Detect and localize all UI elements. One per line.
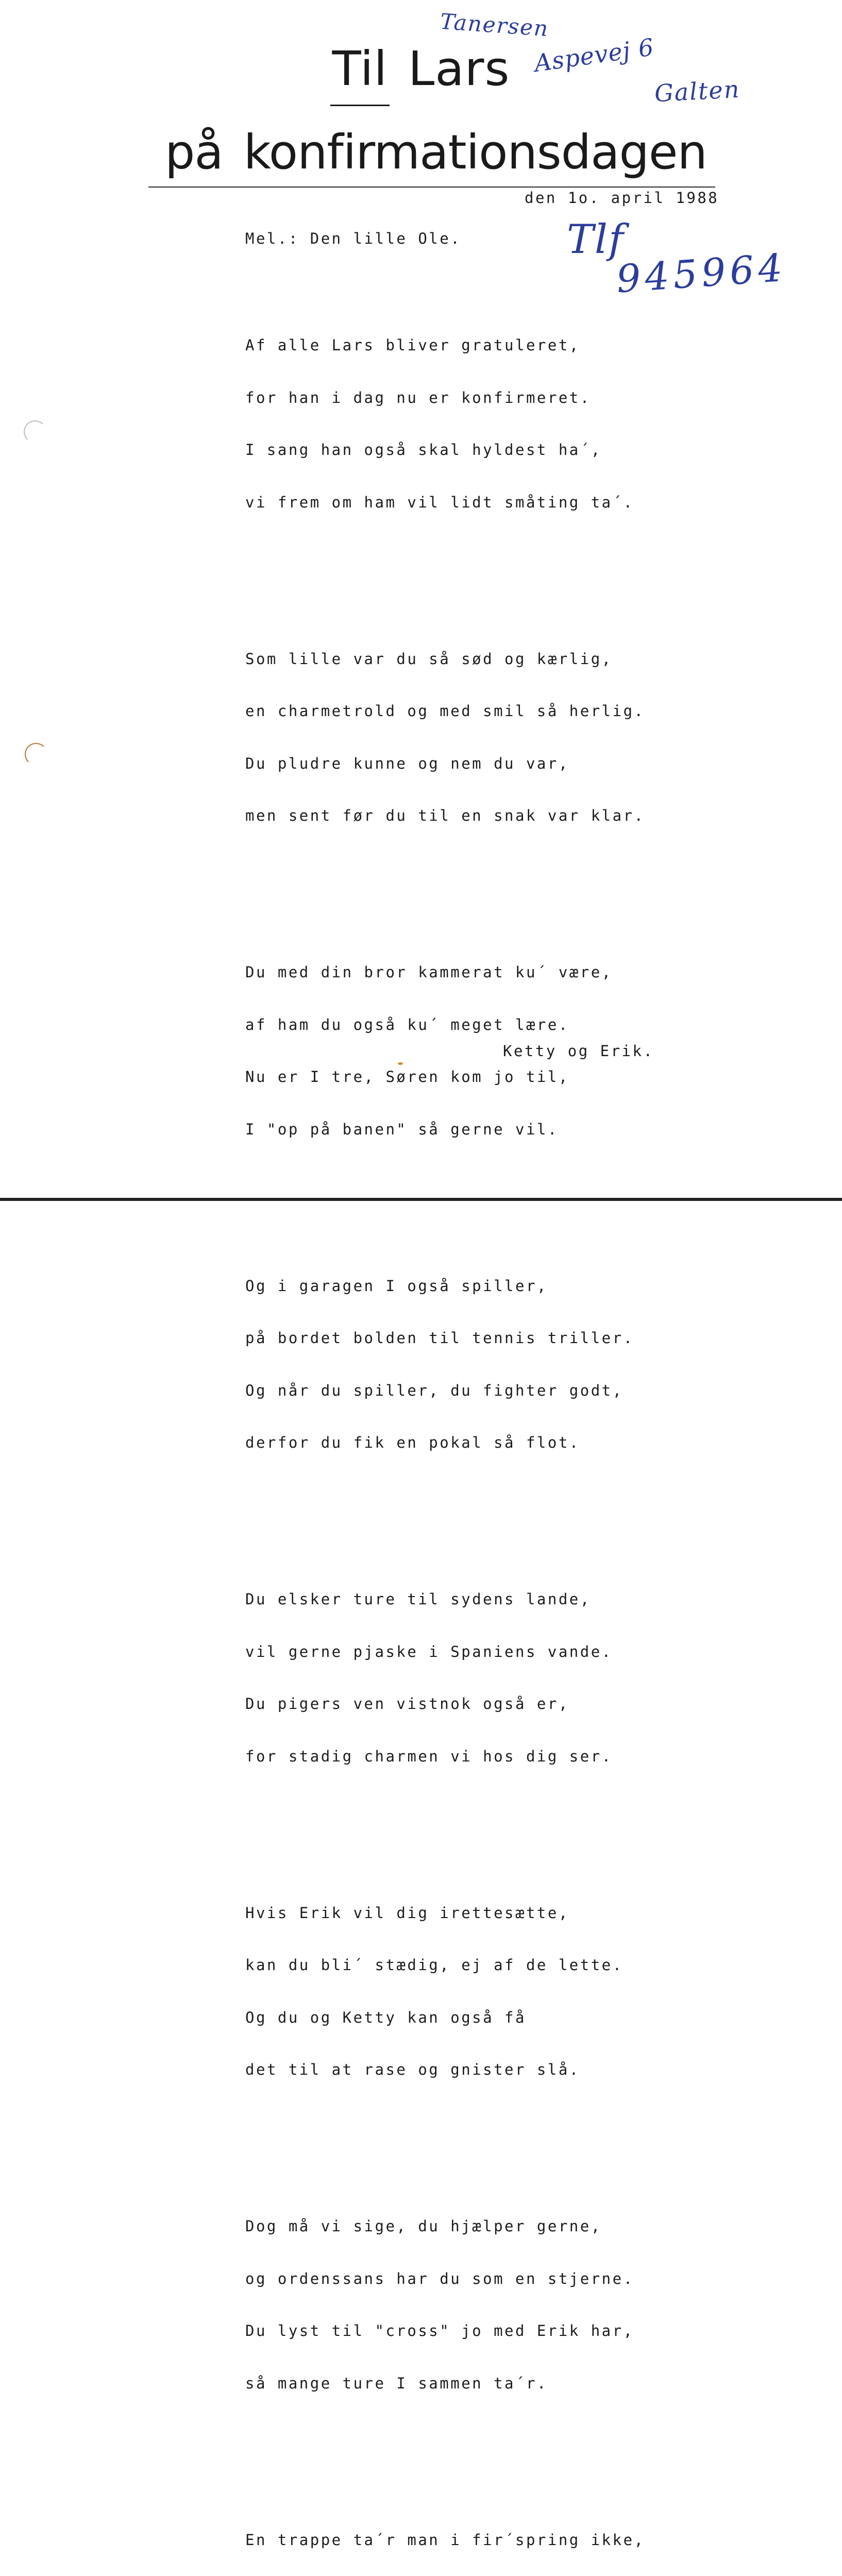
handwritten-street: Aspevej 6	[532, 33, 655, 77]
verse-line: Du med din bror kammerat ku´ være,	[245, 964, 666, 981]
verse-line: I "op på banen" så gerne vil.	[245, 1121, 666, 1139]
verse-line: Dog må vi sige, du hjælper gerne,	[245, 2218, 666, 2235]
verse-line: så mange ture I sammen ta´r.	[245, 2375, 666, 2393]
handwritten-phone-label: Tlf	[567, 216, 625, 263]
document-page	[0, 0, 842, 1201]
verse-7	[245, 2183, 666, 2427]
verse-line: Hvis Erik vil dig irettesætte,	[245, 1905, 666, 1922]
verse-4	[245, 1243, 666, 1487]
verse-line: Du lyst til "cross" jo med Erik har,	[245, 2323, 666, 2340]
melody-line: Mel.: Den lille Ole.	[245, 231, 461, 246]
date-line: den 1o. april 1988	[525, 191, 719, 206]
verse-line: Som lille var du så sød og kærlig,	[245, 651, 666, 668]
verse-line: vil gerne pjaske i Spaniens vande.	[245, 1643, 666, 1661]
verse-line: for stadig charmen vi hos dig ser.	[245, 1748, 666, 1766]
signature: Ketty og Erik.	[503, 1044, 654, 1059]
verse-2	[245, 616, 666, 860]
verse-line: det til at rase og gnister slå.	[245, 2061, 666, 2079]
verse-line: Og når du spiller, du fighter godt,	[245, 1382, 666, 1400]
verse-line: Du elsker ture til sydens lande,	[245, 1591, 666, 1608]
verse-line: på bordet bolden til tennis triller.	[245, 1330, 666, 1347]
title-line-2	[165, 129, 707, 176]
title-word-til: Til	[332, 45, 388, 93]
verse-line: En trappe ta´r man i fir´spring ikke,	[245, 2532, 666, 2549]
poem	[245, 267, 666, 2576]
verse-line: en charmetrold og med smil så herlig.	[245, 703, 666, 720]
verse-line: Du pigers ven vistnok også er,	[245, 1696, 666, 1713]
verse-line: Af alle Lars bliver gratuleret,	[245, 337, 666, 354]
handwritten-name: Tanersen	[440, 9, 550, 42]
verse-line: og ordenssans har du som en stjerne.	[245, 2270, 666, 2288]
verse-line: Du pludre kunne og nem du var,	[245, 755, 666, 773]
verse-8	[245, 2497, 666, 2576]
handwritten-city: Galten	[654, 75, 741, 108]
paper-speck	[398, 1062, 403, 1065]
page-bottom-edge	[0, 1198, 842, 1201]
punch-hole	[24, 420, 46, 443]
verse-line: I sang han også skal hyldest ha´,	[245, 442, 666, 459]
verse-line: for han i dag nu er konfirmeret.	[245, 389, 666, 407]
verse-1	[245, 302, 666, 546]
title-rule	[148, 187, 715, 188]
verse-line: men sent før du til en snak var klar.	[245, 807, 666, 825]
verse-6	[245, 1870, 666, 2114]
verse-line: vi frem om ham vil lidt småting ta´.	[245, 494, 666, 512]
title-word-konfirmationsdagen: konfirmationsdagen	[244, 125, 707, 180]
verse-line: Og du og Ketty kan også få	[245, 2009, 666, 2027]
verse-line: Nu er I tre, Søren kom jo til,	[245, 1069, 666, 1086]
title-word-lars: Lars	[408, 45, 510, 93]
verse-line: derfor du fik en pokal så flot.	[245, 1434, 666, 1452]
title-word-paa: på	[165, 125, 223, 180]
handwritten-phone-number: 945964	[615, 246, 788, 302]
punch-hole	[25, 743, 47, 766]
verse-line: af ham du også ku´ meget lære.	[245, 1016, 666, 1034]
verse-line: kan du bli´ stædig, ej af de lette.	[245, 1957, 666, 1974]
verse-line: Og i garagen I også spiller,	[245, 1278, 666, 1295]
verse-5	[245, 1556, 666, 1800]
